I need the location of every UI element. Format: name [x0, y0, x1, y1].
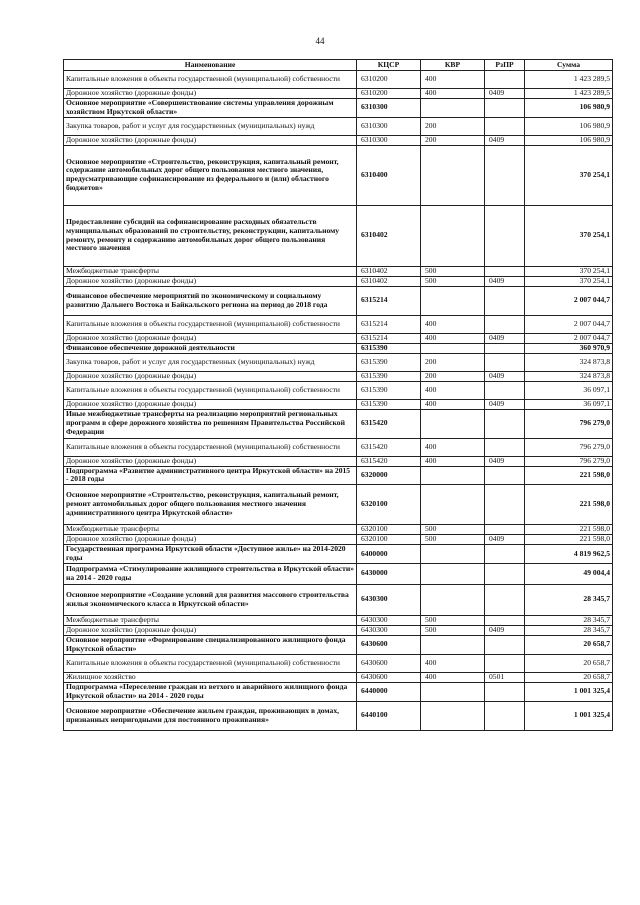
- cell-sum: 106 980,9: [525, 135, 613, 145]
- cell-name: Подпрограмма «Стимулирование жилищного строительства в Иркутской области» на 2014 - 2020 годы: [64, 563, 357, 584]
- cell-kcsr: 6310402: [357, 276, 421, 286]
- cell-name: Иные межбюджетные трансферты на реализацию мероприятий региональных программ в сфере дорожного хозяйства по решениям Правительства Российской Федерации: [64, 409, 357, 438]
- cell-rzpr: [485, 635, 525, 654]
- cell-kvr: 500: [421, 535, 485, 545]
- cell-sum: 2 007 044,7: [525, 286, 613, 315]
- cell-name: Межбюджетные трансферты: [64, 266, 357, 276]
- cell-rzpr: [485, 353, 525, 371]
- cell-name: Основное мероприятие «Строительство, реконструкция, капитальный ремонт, содержание автомобильных дорог общего пользования местного значения, предусматривающие софинансирование из федерального и (или) областного бюджетов»: [64, 145, 357, 205]
- cell-kcsr: 6310402: [357, 266, 421, 276]
- table-row: [64, 381, 613, 399]
- cell-rzpr: [485, 99, 525, 118]
- cell-rzpr: [485, 466, 525, 485]
- cell-sum: 20 658,7: [525, 635, 613, 654]
- cell-rzpr: [485, 584, 525, 615]
- table-row: [64, 682, 613, 701]
- table-row: [64, 654, 613, 672]
- cell-kcsr: 6430300: [357, 625, 421, 635]
- cell-kvr: [421, 286, 485, 315]
- cell-kcsr: 6315390: [357, 371, 421, 381]
- cell-rzpr: [485, 315, 525, 333]
- table-row: [64, 625, 613, 635]
- header-kcsr: КЦСР: [357, 60, 421, 71]
- budget-table: [63, 59, 613, 731]
- cell-kvr: [421, 205, 485, 266]
- cell-rzpr: 0409: [485, 89, 525, 99]
- table-row: [64, 456, 613, 466]
- cell-kcsr: 6315390: [357, 399, 421, 409]
- cell-name: Капитальные вложения в объекты государственной (муниципальной) собственности: [64, 654, 357, 672]
- cell-kvr: [421, 701, 485, 730]
- cell-kcsr: 6430600: [357, 635, 421, 654]
- cell-kcsr: 6315390: [357, 353, 421, 371]
- table-row: [64, 71, 613, 89]
- cell-kcsr: 6430600: [357, 672, 421, 682]
- cell-name: Капитальные вложения в объекты государственной (муниципальной) собственности: [64, 381, 357, 399]
- cell-sum: 221 598,0: [525, 485, 613, 525]
- cell-kcsr: 6430000: [357, 563, 421, 584]
- cell-rzpr: [485, 381, 525, 399]
- cell-sum: 106 980,9: [525, 117, 613, 135]
- cell-kcsr: 6315214: [357, 333, 421, 343]
- cell-kvr: [421, 145, 485, 205]
- cell-name: Капитальные вложения в объекты государственной (муниципальной) собственности: [64, 438, 357, 456]
- cell-kvr: 400: [421, 672, 485, 682]
- header-kvr: КВР: [421, 60, 485, 71]
- cell-sum: 1 423 289,5: [525, 89, 613, 99]
- cell-name: Дорожное хозяйство (дорожные фонды): [64, 625, 357, 635]
- cell-name: Дорожное хозяйство (дорожные фонды): [64, 399, 357, 409]
- cell-kcsr: 6320100: [357, 485, 421, 525]
- table-row: [64, 145, 613, 205]
- cell-sum: 2 007 044,7: [525, 315, 613, 333]
- cell-kcsr: 6315420: [357, 438, 421, 456]
- cell-sum: 221 598,0: [525, 466, 613, 485]
- cell-name: Подпрограмма «Развитие административного центра Иркутской области» на 2015 - 2018 годы: [64, 466, 357, 485]
- cell-name: Закупка товаров, работ и услуг для государственных (муниципальных) нужд: [64, 353, 357, 371]
- cell-sum: 370 254,1: [525, 205, 613, 266]
- cell-kcsr: 6430600: [357, 654, 421, 672]
- cell-kcsr: 6310200: [357, 71, 421, 89]
- cell-kcsr: 6315390: [357, 343, 421, 353]
- table-row: [64, 99, 613, 118]
- cell-sum: 796 279,0: [525, 438, 613, 456]
- cell-kcsr: 6315214: [357, 286, 421, 315]
- cell-kvr: 200: [421, 117, 485, 135]
- table-row: [64, 117, 613, 135]
- cell-sum: 221 598,0: [525, 535, 613, 545]
- cell-kcsr: 6310300: [357, 99, 421, 118]
- header-sum: Сумма: [525, 60, 613, 71]
- cell-name: Финансовое обеспечение мероприятий по экономическому и социальному развитию Дальнего Востока и Байкальского региона на период до 2018 года: [64, 286, 357, 315]
- cell-rzpr: [485, 409, 525, 438]
- cell-rzpr: [485, 71, 525, 89]
- cell-rzpr: 0409: [485, 135, 525, 145]
- cell-kcsr: 6440100: [357, 701, 421, 730]
- table-row: [64, 399, 613, 409]
- cell-kcsr: 6430300: [357, 584, 421, 615]
- cell-sum: 360 970,9: [525, 343, 613, 353]
- cell-name: Межбюджетные трансферты: [64, 615, 357, 625]
- cell-sum: 36 097,1: [525, 399, 613, 409]
- cell-sum: 28 345,7: [525, 625, 613, 635]
- cell-name: Дорожное хозяйство (дорожные фонды): [64, 371, 357, 381]
- cell-sum: 796 279,0: [525, 456, 613, 466]
- cell-kvr: [421, 545, 485, 564]
- cell-kcsr: 6310402: [357, 205, 421, 266]
- table-row: [64, 615, 613, 625]
- cell-kcsr: 6315420: [357, 409, 421, 438]
- cell-kvr: 400: [421, 399, 485, 409]
- cell-sum: 370 254,1: [525, 276, 613, 286]
- table-row: [64, 409, 613, 438]
- table-row: [64, 286, 613, 315]
- cell-name: Жилищное хозяйство: [64, 672, 357, 682]
- cell-sum: 106 980,9: [525, 99, 613, 118]
- cell-sum: 1 423 289,5: [525, 71, 613, 89]
- cell-rzpr: 0409: [485, 333, 525, 343]
- cell-name: Дорожное хозяйство (дорожные фонды): [64, 456, 357, 466]
- cell-name: Основное мероприятие «Обеспечение жильем граждан, проживающих в домах, признанных непригодными для постоянного проживания»: [64, 701, 357, 730]
- cell-kcsr: 6320000: [357, 466, 421, 485]
- cell-kcsr: 6310400: [357, 145, 421, 205]
- table-row: [64, 635, 613, 654]
- table-row: [64, 584, 613, 615]
- cell-rzpr: 0409: [485, 456, 525, 466]
- cell-sum: 1 001 325,4: [525, 682, 613, 701]
- cell-rzpr: [485, 545, 525, 564]
- table-row: [64, 672, 613, 682]
- cell-kvr: 400: [421, 333, 485, 343]
- cell-kvr: [421, 343, 485, 353]
- cell-rzpr: [485, 286, 525, 315]
- table-row: [64, 276, 613, 286]
- cell-kvr: 400: [421, 438, 485, 456]
- cell-sum: 36 097,1: [525, 381, 613, 399]
- cell-kvr: 400: [421, 456, 485, 466]
- cell-kcsr: 6310200: [357, 89, 421, 99]
- cell-kvr: [421, 635, 485, 654]
- cell-name: Основное мероприятие «Создание условий для развития массового строительства жилья экономического класса в Иркутской области»: [64, 584, 357, 615]
- cell-kvr: 200: [421, 371, 485, 381]
- table-row: [64, 135, 613, 145]
- cell-rzpr: [485, 654, 525, 672]
- cell-rzpr: [485, 343, 525, 353]
- cell-name: Государственная программа Иркутской области «Доступное жилье» на 2014-2020 годы: [64, 545, 357, 564]
- table-row: [64, 205, 613, 266]
- cell-name: Капитальные вложения в объекты государственной (муниципальной) собственности: [64, 315, 357, 333]
- cell-sum: 370 254,1: [525, 266, 613, 276]
- table-body: [64, 71, 613, 731]
- page-number: 44: [315, 36, 325, 46]
- cell-kvr: 400: [421, 315, 485, 333]
- cell-sum: 4 819 962,5: [525, 545, 613, 564]
- cell-kvr: 200: [421, 135, 485, 145]
- cell-kcsr: 6320100: [357, 525, 421, 535]
- cell-kcsr: 6315420: [357, 456, 421, 466]
- cell-rzpr: 0409: [485, 535, 525, 545]
- cell-rzpr: 0409: [485, 276, 525, 286]
- cell-sum: 2 007 044,7: [525, 333, 613, 343]
- cell-name: Дорожное хозяйство (дорожные фонды): [64, 535, 357, 545]
- cell-sum: 49 004,4: [525, 563, 613, 584]
- cell-name: Основное мероприятие «Формирование специализированного жилищного фонда Иркутской области»: [64, 635, 357, 654]
- table-row: [64, 535, 613, 545]
- table-row: [64, 485, 613, 525]
- cell-kcsr: 6310300: [357, 117, 421, 135]
- cell-sum: 28 345,7: [525, 584, 613, 615]
- table-row: [64, 371, 613, 381]
- cell-rzpr: [485, 438, 525, 456]
- cell-rzpr: [485, 117, 525, 135]
- cell-name: Дорожное хозяйство (дорожные фонды): [64, 333, 357, 343]
- cell-rzpr: 0409: [485, 371, 525, 381]
- cell-name: Финансовое обеспечение дорожной деятельности: [64, 343, 357, 353]
- cell-sum: 1 001 325,4: [525, 701, 613, 730]
- cell-kcsr: 6440000: [357, 682, 421, 701]
- cell-kcsr: 6315214: [357, 315, 421, 333]
- cell-sum: 28 345,7: [525, 615, 613, 625]
- cell-name: Основное мероприятие «Совершенствование системы управления дорожным хозяйством Иркутской области»: [64, 99, 357, 118]
- cell-kvr: [421, 563, 485, 584]
- table-row: [64, 438, 613, 456]
- cell-rzpr: [485, 266, 525, 276]
- cell-kvr: [421, 466, 485, 485]
- cell-rzpr: 0501: [485, 672, 525, 682]
- table-row: [64, 315, 613, 333]
- cell-kcsr: 6430300: [357, 615, 421, 625]
- cell-rzpr: 0409: [485, 625, 525, 635]
- cell-kvr: [421, 485, 485, 525]
- cell-kcsr: 6310300: [357, 135, 421, 145]
- table-row: [64, 353, 613, 371]
- cell-sum: 20 658,7: [525, 672, 613, 682]
- cell-kvr: [421, 409, 485, 438]
- table-row: [64, 701, 613, 730]
- cell-kvr: 500: [421, 625, 485, 635]
- cell-rzpr: [485, 525, 525, 535]
- table-row: [64, 545, 613, 564]
- cell-kvr: 500: [421, 276, 485, 286]
- cell-name: Межбюджетные трансферты: [64, 525, 357, 535]
- cell-rzpr: 0409: [485, 399, 525, 409]
- cell-sum: 796 279,0: [525, 409, 613, 438]
- cell-name: Дорожное хозяйство (дорожные фонды): [64, 89, 357, 99]
- cell-name: Основное мероприятие «Строительство, реконструкция, капитальный ремонт, ремонт автомобильных дорог общего пользования местного значения административного центра Иркутской области»: [64, 485, 357, 525]
- cell-kvr: [421, 682, 485, 701]
- cell-name: Закупка товаров, работ и услуг для государственных (муниципальных) нужд: [64, 117, 357, 135]
- cell-rzpr: [485, 701, 525, 730]
- cell-kcsr: 6315390: [357, 381, 421, 399]
- cell-kvr: 400: [421, 89, 485, 99]
- table-row: [64, 563, 613, 584]
- table-row: [64, 525, 613, 535]
- cell-kvr: 400: [421, 654, 485, 672]
- cell-sum: 324 873,8: [525, 353, 613, 371]
- table-row: [64, 333, 613, 343]
- table-row: [64, 89, 613, 99]
- header-name: Наименование: [64, 60, 357, 71]
- cell-rzpr: [485, 682, 525, 701]
- table-header-row: [64, 60, 613, 71]
- cell-rzpr: [485, 615, 525, 625]
- cell-kcsr: 6400000: [357, 545, 421, 564]
- table-row: [64, 266, 613, 276]
- cell-name: Дорожное хозяйство (дорожные фонды): [64, 135, 357, 145]
- cell-name: Подпрограмма «Переселение граждан из ветхого и аварийного жилищного фонда Иркутской области» на 2014 - 2020 годы: [64, 682, 357, 701]
- cell-sum: 221 598,0: [525, 525, 613, 535]
- cell-rzpr: [485, 563, 525, 584]
- cell-sum: 324 873,8: [525, 371, 613, 381]
- cell-kvr: 400: [421, 381, 485, 399]
- cell-rzpr: [485, 145, 525, 205]
- cell-kvr: 400: [421, 71, 485, 89]
- cell-rzpr: [485, 485, 525, 525]
- cell-kvr: 200: [421, 353, 485, 371]
- cell-kvr: 500: [421, 266, 485, 276]
- header-rzpr: РзПР: [485, 60, 525, 71]
- cell-name: Дорожное хозяйство (дорожные фонды): [64, 276, 357, 286]
- cell-kvr: 500: [421, 525, 485, 535]
- cell-name: Предоставление субсидий на софинансирование расходных обязательств муниципальных образований по строительству, реконструкции, капитальному ремонту, ремонту и содержанию автомобильных дорог общего пользования местного значения: [64, 205, 357, 266]
- cell-kvr: [421, 99, 485, 118]
- cell-rzpr: [485, 205, 525, 266]
- cell-kvr: 500: [421, 615, 485, 625]
- cell-sum: 370 254,1: [525, 145, 613, 205]
- table-row: [64, 466, 613, 485]
- cell-sum: 20 658,7: [525, 654, 613, 672]
- cell-kcsr: 6320100: [357, 535, 421, 545]
- table-row: [64, 343, 613, 353]
- cell-name: Капитальные вложения в объекты государственной (муниципальной) собственности: [64, 71, 357, 89]
- cell-kvr: [421, 584, 485, 615]
